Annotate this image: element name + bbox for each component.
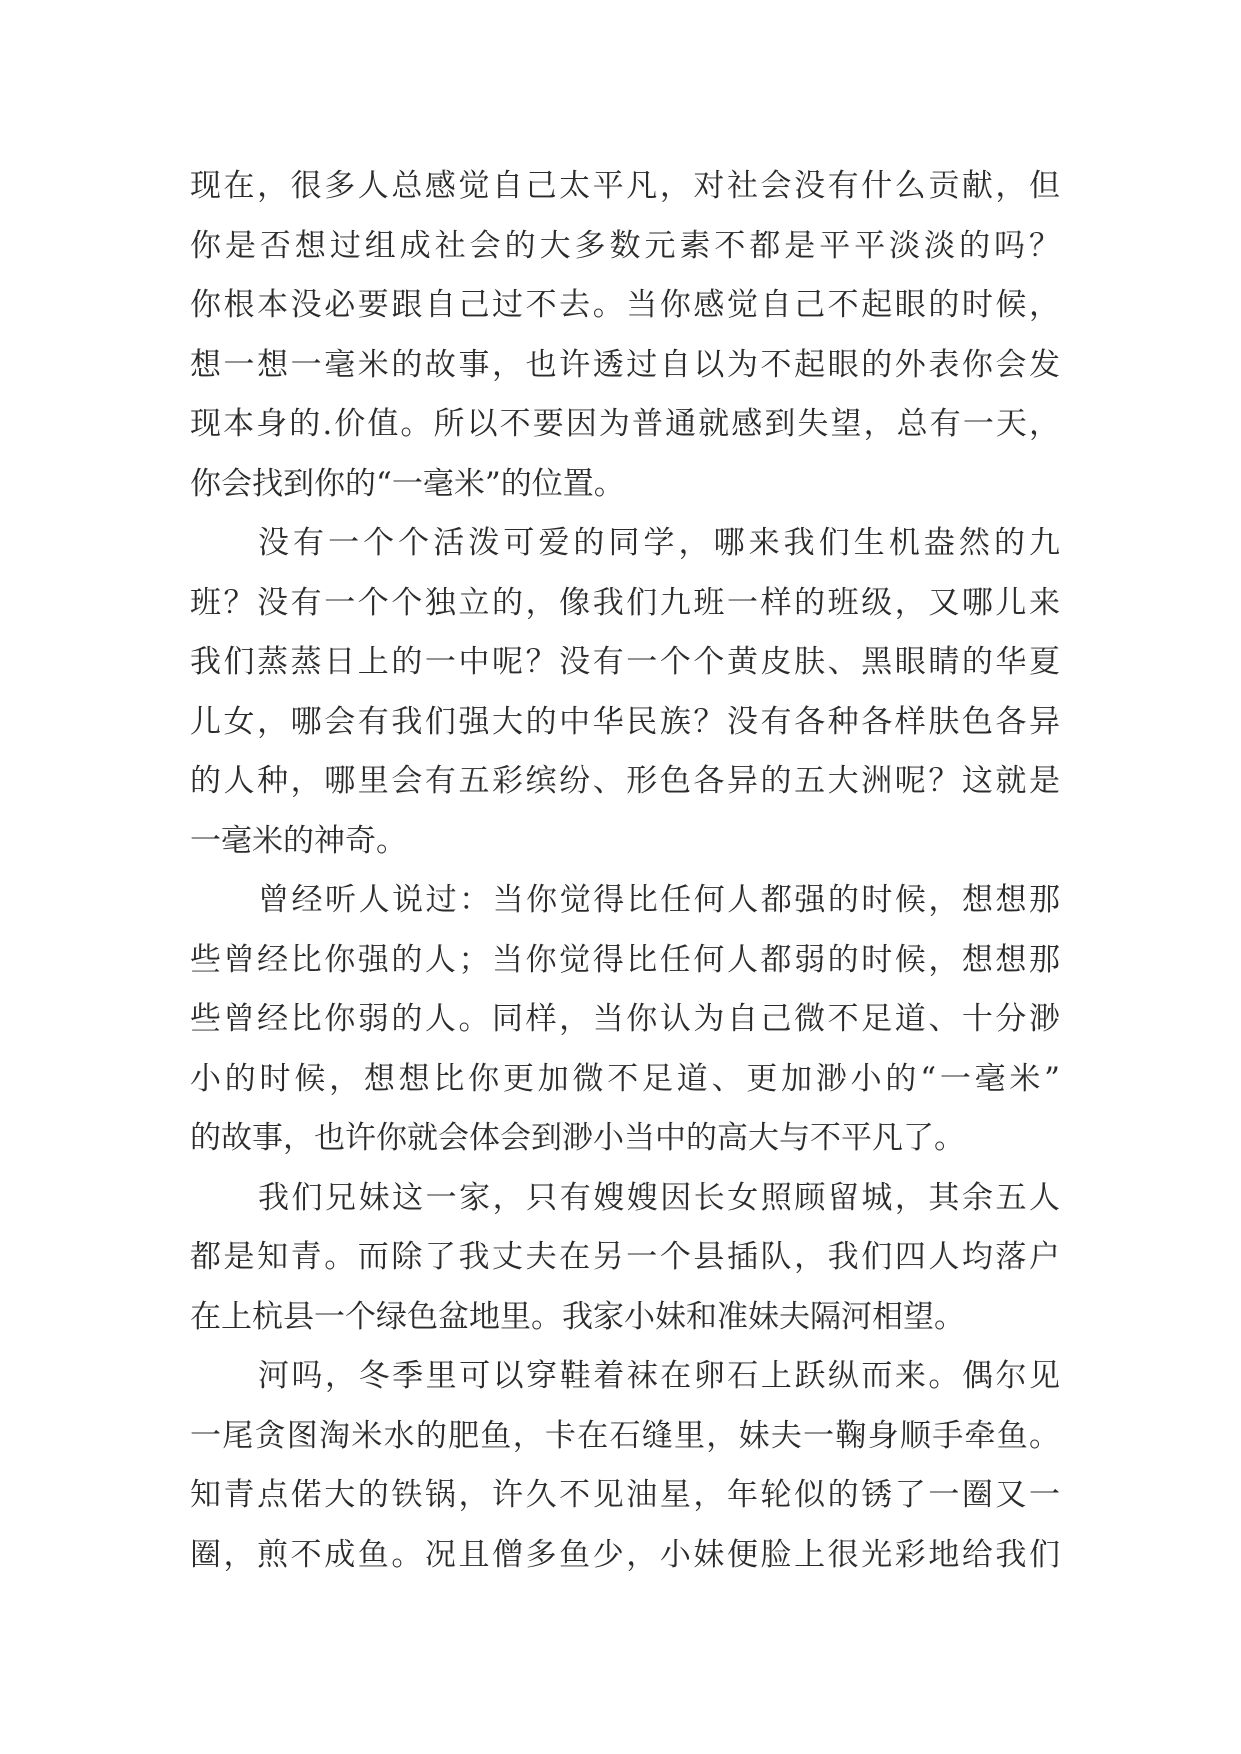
text-line: 班？没有一个个独立的，像我们九班一样的班级，又哪儿来 — [190, 584, 1060, 621]
text-line: 你根本没必要跟自己过不去。当你感觉自己不起眼的时候， — [190, 287, 1060, 323]
text-line: 圈，煎不成鱼。况且僧多鱼少，小妹便脸上很光彩地给我们 — [190, 1536, 1060, 1573]
text-line: 曾经听人说过：当你觉得比任何人都强的时候，想想那 — [258, 882, 1060, 918]
text-line: 一毫米的神奇。 — [190, 822, 407, 859]
text-line: 你是否想过组成社会的大多数元素不都是平平淡淡的吗？ — [190, 227, 1060, 264]
text-line: 儿女，哪会有我们强大的中华民族？没有各种各样肤色各异 — [190, 703, 1060, 740]
body-text — [190, 157, 1060, 1585]
paragraph — [190, 1169, 1060, 1348]
text-line: 现本身的.价值。所以不要因为普通就感到失望，总有一天， — [190, 406, 1060, 442]
text-line: 没有一个个活泼可爱的同学，哪来我们生机盎然的九 — [258, 525, 1060, 561]
text-line: 河吗，冬季里可以穿鞋着袜在卵石上跃纵而来。偶尔见 — [258, 1358, 1060, 1394]
text-line: 些曾经比你强的人；当你觉得比任何人都弱的时候，想想那 — [190, 941, 1060, 978]
text-line: 些曾经比你弱的人。同样，当你认为自己微不足道、十分渺 — [190, 1001, 1060, 1037]
text-line: 小的时候，想想比你更加微不足道、更加渺小的“一毫米” — [190, 1060, 1060, 1097]
paragraph — [190, 1347, 1060, 1585]
text-line: 我们兄妹这一家，只有嫂嫂因长女照顾留城，其余五人 — [258, 1179, 1060, 1216]
paragraph — [190, 871, 1060, 1169]
text-line: 在上杭县一个绿色盆地里。我家小妹和准妹夫隔河相望。 — [190, 1298, 965, 1335]
text-line: 想一想一毫米的故事，也许透过自以为不起眼的外表你会发 — [190, 346, 1060, 383]
text-line: 你会找到你的“一毫米”的位置。 — [190, 465, 625, 502]
text-line: 的人种，哪里会有五彩缤纷、形色各异的五大洲呢？这就是 — [190, 763, 1060, 799]
paragraph — [190, 157, 1060, 514]
text-line: 一尾贪图淘米水的肥鱼，卡在石缝里，妹夫一鞠身顺手牵鱼。 — [190, 1417, 1060, 1454]
text-line: 的故事，也许你就会体会到渺小当中的高大与不平凡了。 — [190, 1120, 965, 1156]
text-line: 都是知青。而除了我丈夫在另一个县插队，我们四人均落户 — [190, 1239, 1060, 1275]
text-line: 知青点偌大的铁锅，许久不见油星，年轮似的锈了一圈又一 — [190, 1477, 1060, 1513]
paragraph — [190, 514, 1060, 871]
text-line: 我们蒸蒸日上的一中呢？没有一个个黄皮肤、黑眼睛的华夏 — [190, 644, 1060, 680]
text-line: 现在，很多人总感觉自己太平凡，对社会没有什么贡献，但 — [190, 168, 1060, 204]
